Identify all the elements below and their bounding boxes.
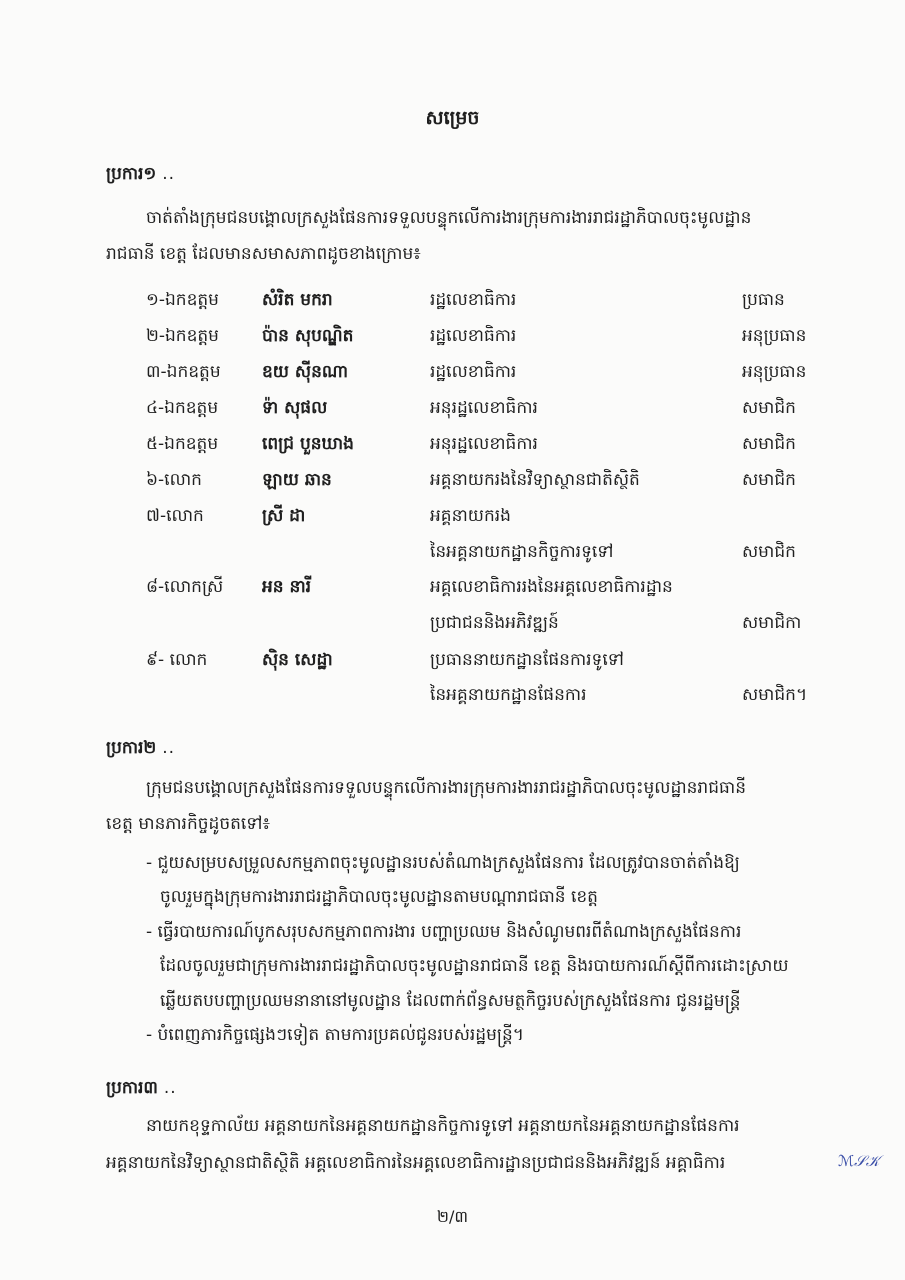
article-1-label: ប្រការ១ <box>106 164 157 184</box>
member-1-prefix: ១-ឯកឧត្តម <box>146 290 219 310</box>
member-7-position-line1: អគ្គនាយករង <box>430 506 511 526</box>
member-4-name: ទ៉ា សុផល <box>262 398 328 418</box>
member-4-prefix: ៤-ឯកឧត្តម <box>146 398 219 418</box>
member-4-position: អនុរដ្ឋលេខាធិការ <box>430 398 538 418</box>
member-8-role: សមាជិកា <box>742 613 802 633</box>
member-9-role: សមាជិក។ <box>742 685 808 705</box>
member-3-role: អនុប្រធាន <box>742 362 807 382</box>
bullet-2-line3: ឆ្លើយតបបញ្ហាប្រឈមនានានៅមូលដ្ឋាន ដែលពាក់ព័ន្ធសមត្ថកិច្ចរបស់ក្រសួងផែនការ ជូនរដ្ឋមន្ត្រី <box>160 991 741 1011</box>
member-5-name: ពេជ្រ បួនឃាង <box>262 434 354 454</box>
article-3-line1: នាយកខុទ្ទកាល័យ អគ្គនាយកនៃអគ្គនាយកដ្ឋានកិច្ចការទូទៅ អគ្គនាយកនៃអគ្គនាយកដ្ឋានផែនការ <box>146 1116 740 1136</box>
page-number: ២/៣ <box>436 1207 469 1226</box>
member-3-prefix: ៣-ឯកឧត្តម <box>146 362 221 382</box>
article-2-label: ប្រការ២ <box>106 738 157 758</box>
bullet-3-line1: - បំពេញភារកិច្ចផ្សេងៗទៀត តាមការប្រគល់ជូនរបស់រដ្ឋមន្ត្រី។ <box>146 1025 524 1045</box>
bullet-1-line1: - ជួយសម្របសម្រួលសកម្មភាពចុះមូលដ្ឋានរបស់តំណាងក្រសួងផែនការ ដែលត្រូវបានចាត់តាំងឱ្យ <box>146 853 740 873</box>
member-6-name: ឡាយ ឆាន <box>262 470 332 490</box>
article-1-dots: .. <box>162 164 176 184</box>
member-9-prefix: ៩- លោក <box>146 650 208 670</box>
article-1-intro-line1: ចាត់តាំងក្រុមជនបង្គោលក្រសួងផែនការទទួលបន្ទុកលើការងារក្រុមការងាររាជរដ្ឋាភិបាលចុះមូលដ្ឋាន <box>146 208 752 228</box>
member-5-role: សមាជិក <box>742 434 796 454</box>
member-2-role: អនុប្រធាន <box>742 326 807 346</box>
member-8-prefix: ៨-លោកស្រី <box>146 577 224 597</box>
member-8-name: អន នារី <box>262 577 312 597</box>
article-2-dots: .. <box>162 738 176 758</box>
member-6-role: សមាជិក <box>742 470 796 490</box>
member-3-position: រដ្ឋលេខាធិការ <box>430 362 517 382</box>
member-8-position-line2: ប្រជាជននិងអភិវឌ្ឍន៍ <box>430 613 559 633</box>
handwritten-initial: ℳ𝒮𝒦 <box>838 1152 880 1170</box>
member-6-position: អគ្គនាយករងនៃវិទ្យាស្ថានជាតិស្ថិតិ <box>430 470 640 490</box>
article-3-heading <box>106 1077 177 1102</box>
member-5-position: អនុរដ្ឋលេខាធិការ <box>430 434 538 454</box>
member-6-prefix: ៦-លោក <box>146 470 202 490</box>
member-9-position-line2: នៃអគ្គនាយកដ្ឋានផែនការ <box>430 685 587 705</box>
member-7-name: ស្រី ដា <box>262 506 306 526</box>
article-2-intro-line2: ខេត្ត មានភារកិច្ចដូចតទៅ៖ <box>106 814 270 834</box>
bullet-1-line2: ចូលរួមក្នុងក្រុមការងាររាជរដ្ឋាភិបាលចុះមូលដ្ឋានតាមបណ្តារាជធានី ខេត្ត <box>160 887 598 907</box>
bullet-2-line1: - ធ្វើរបាយការណ៍បូកសរុបសកម្មភាពការងារ បញ្ហាប្រឈម និងសំណូមពរពីតំណាងក្រសួងផែនការ <box>146 922 742 942</box>
member-1-name: សំរិត មករា <box>262 290 333 310</box>
member-5-prefix: ៥-ឯកឧត្តម <box>146 434 219 454</box>
article-2-heading <box>106 737 175 762</box>
member-2-position: រដ្ឋលេខាធិការ <box>430 326 517 346</box>
member-7-role: សមាជិក <box>742 542 796 562</box>
member-7-position-line2: នៃអគ្គនាយកដ្ឋានកិច្ចការទូទៅ <box>430 542 614 562</box>
member-9-position-line1: ប្រធាននាយកដ្ឋានផែនការទូទៅ <box>430 650 624 670</box>
member-9-name: ស៊ិន សេដ្ឋា <box>262 650 333 670</box>
article-1-heading <box>106 163 175 188</box>
article-1-intro-line2: រាជធានី ខេត្ត ដែលមានសមាសភាពដូចខាងក្រោម៖ <box>106 244 421 264</box>
member-2-prefix: ២-ឯកឧត្តម <box>146 326 219 346</box>
member-1-position: រដ្ឋលេខាធិការ <box>430 290 517 310</box>
article-3-dots: .. <box>163 1078 177 1098</box>
member-7-prefix: ៧-លោក <box>146 506 204 526</box>
article-3-label: ប្រការ៣ <box>106 1078 158 1098</box>
article-3-line2: អគ្គនាយកនៃវិទ្យាស្ថានជាតិស្ថិតិ អគ្គលេខាធិការនៃអគ្គលេខាធិការដ្ឋានប្រជាជននិងអភិវឌ្ឍន៍ អគ្គាធិការ <box>106 1153 726 1173</box>
bullet-2-line2: ដែលចូលរួមជាក្រុមការងាររាជរដ្ឋាភិបាលចុះមូលដ្ឋានរាជធានី ខេត្ត និងរបាយការណ៍ស្តីពីការដោះស្រាយ <box>160 956 789 976</box>
member-2-name: ប៉ាន សុបណ្ឌិត <box>262 326 354 346</box>
member-1-role: ប្រធាន <box>742 290 785 310</box>
article-2-intro-line1: ក្រុមជនបង្គោលក្រសួងផែនការទទួលបន្ទុកលើការងារក្រុមការងាររាជរដ្ឋាភិបាលចុះមូលដ្ឋានរាជធានី <box>146 778 746 798</box>
member-8-position-line1: អគ្គលេខាធិការរងនៃអគ្គលេខាធិការដ្ឋាន <box>430 577 673 597</box>
member-4-role: សមាជិក <box>742 398 796 418</box>
member-3-name: ឧយ ស៊ីនណា <box>262 362 349 382</box>
decision-title: សម្រេច <box>425 107 480 129</box>
